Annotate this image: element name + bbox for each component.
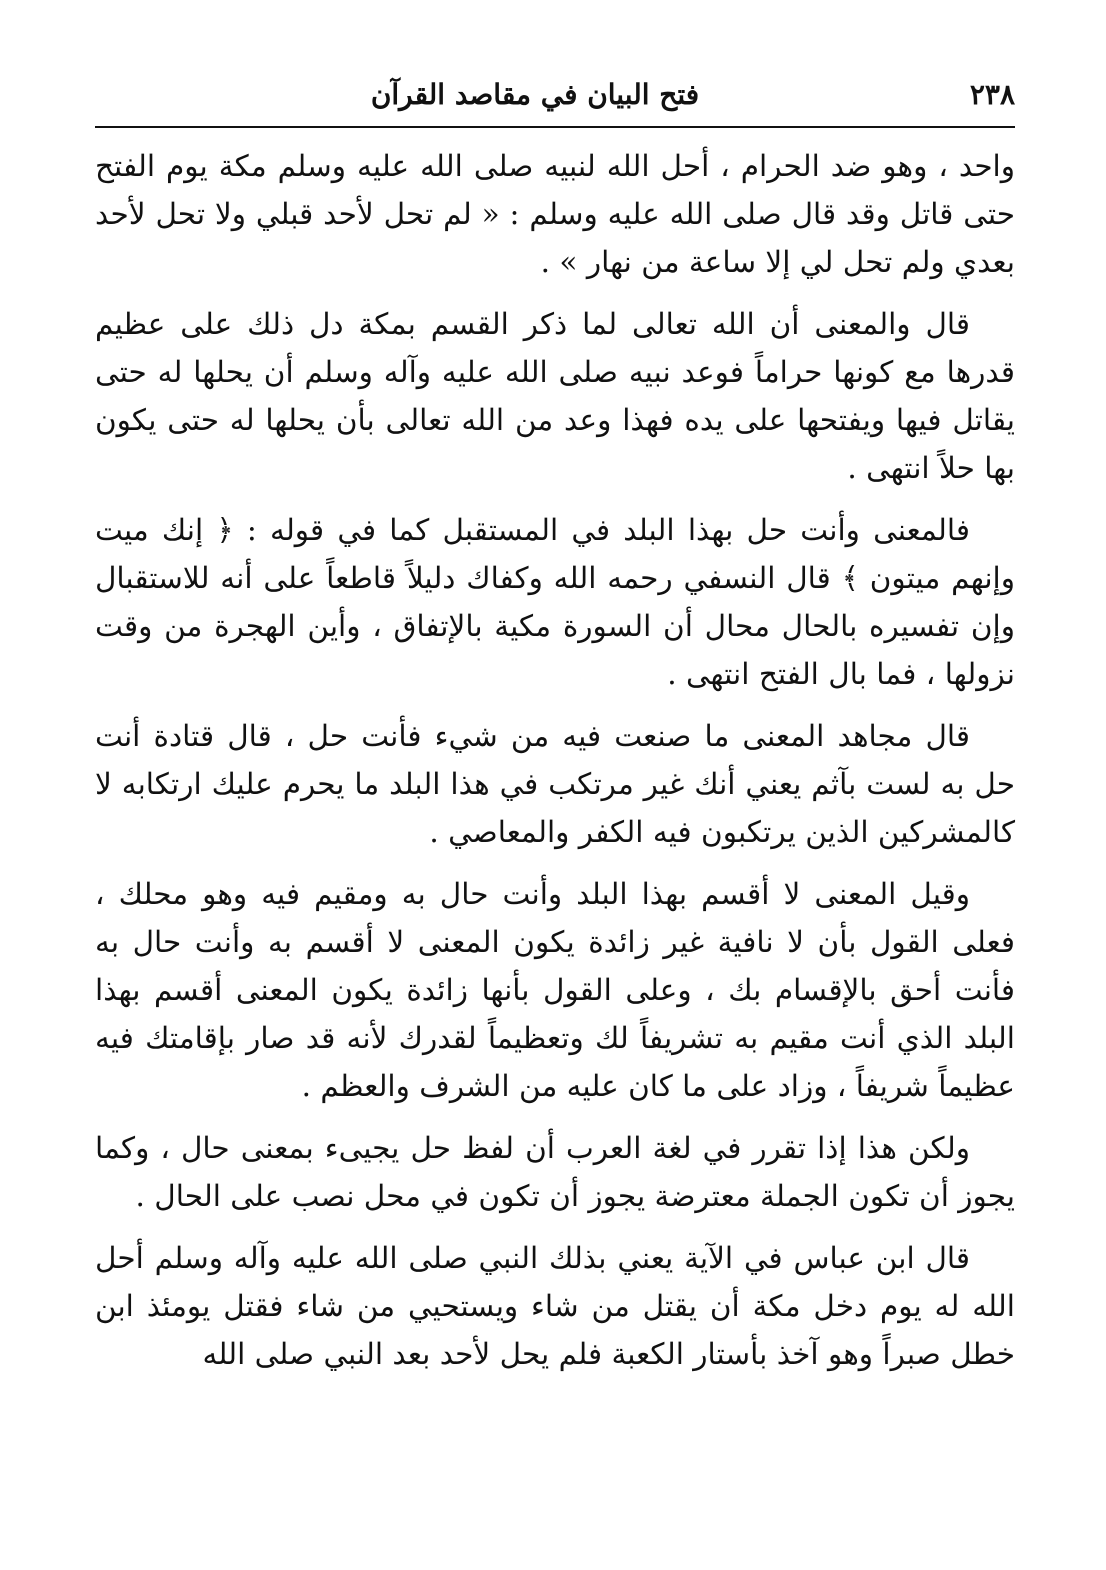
- page-header: [95, 72, 1015, 128]
- paragraph: قال ابن عباس في الآية يعني بذلك النبي صلى الله عليه وآله وسلم أحل الله له يوم دخل مكة أن يقتل من شاء ويستحيي من شاء فقتل يومئذ ابن خطل صبراً وهو آخذ بأستار الكعبة فلم يحل لأحد بعد النبي صلى الله: [95, 1241, 1015, 1371]
- page-number: ٢٣٨: [969, 78, 1015, 111]
- paragraph-continuation: واحد ، وهو ضد الحرام ، أحل الله لنبيه صلى الله عليه وسلم مكة يوم الفتح حتى قاتل وقد قال صلى الله عليه وسلم : « لم تحل لأحد قبلي ولا تحل لأحد بعدي ولم تحل لي إلا ساعة من نهار » .: [95, 149, 1015, 279]
- paragraph: فالمعنى وأنت حل بهذا البلد في المستقبل كما في قوله : ﴿ إنك ميت وإنهم ميتون ﴾ قال النسفي رحمه الله وكفاك دليلاً قاطعاً على أنه للاستقبال وإن تفسيره بالحال محال أن السورة مكية بالإتفاق ، وأين الهجرة من وقت نزولها ، فما بال الفتح انتهى .: [95, 513, 1015, 691]
- body-text: [95, 142, 1015, 1392]
- running-title: فتح البيان في مقاصد القرآن: [370, 78, 700, 111]
- paragraph: وقيل المعنى لا أقسم بهذا البلد وأنت حال به ومقيم فيه وهو محلك ، فعلى القول بأن لا نافية غير زائدة يكون المعنى لا أقسم به وأنت حال به فأنت أحق بالإقسام بك ، وعلى القول بأنها زائدة يكون المعنى أقسم بهذا البلد الذي أنت مقيم به تشريفاً لك وتعظيماً لقدرك لأنه قد صار بإقامتك فيه عظيماً شريفاً ، وزاد على ما كان عليه من الشرف والعظم .: [95, 877, 1015, 1103]
- paragraph: قال مجاهد المعنى ما صنعت فيه من شيء فأنت حل ، قال قتادة أنت حل به لست بآثم يعني أنك غير مرتكب في هذا البلد ما يحرم عليك ارتكابه لا كالمشركين الذين يرتكبون فيه الكفر والمعاصي .: [95, 719, 1015, 849]
- paragraph: قال والمعنى أن الله تعالى لما ذكر القسم بمكة دل ذلك على عظيم قدرها مع كونها حراماً فوعد نبيه صلى الله عليه وآله وسلم أن يحلها له حتى يقاتل فيها ويفتحها على يده فهذا وعد من الله تعالى بأن يحلها له حتى يكون بها حلاً انتهى .: [95, 307, 1015, 485]
- paragraph: ولكن هذا إذا تقرر في لغة العرب أن لفظ حل يجيىء بمعنى حال ، وكما يجوز أن تكون الجملة معترضة يجوز أن تكون في محل نصب على الحال .: [95, 1131, 1015, 1213]
